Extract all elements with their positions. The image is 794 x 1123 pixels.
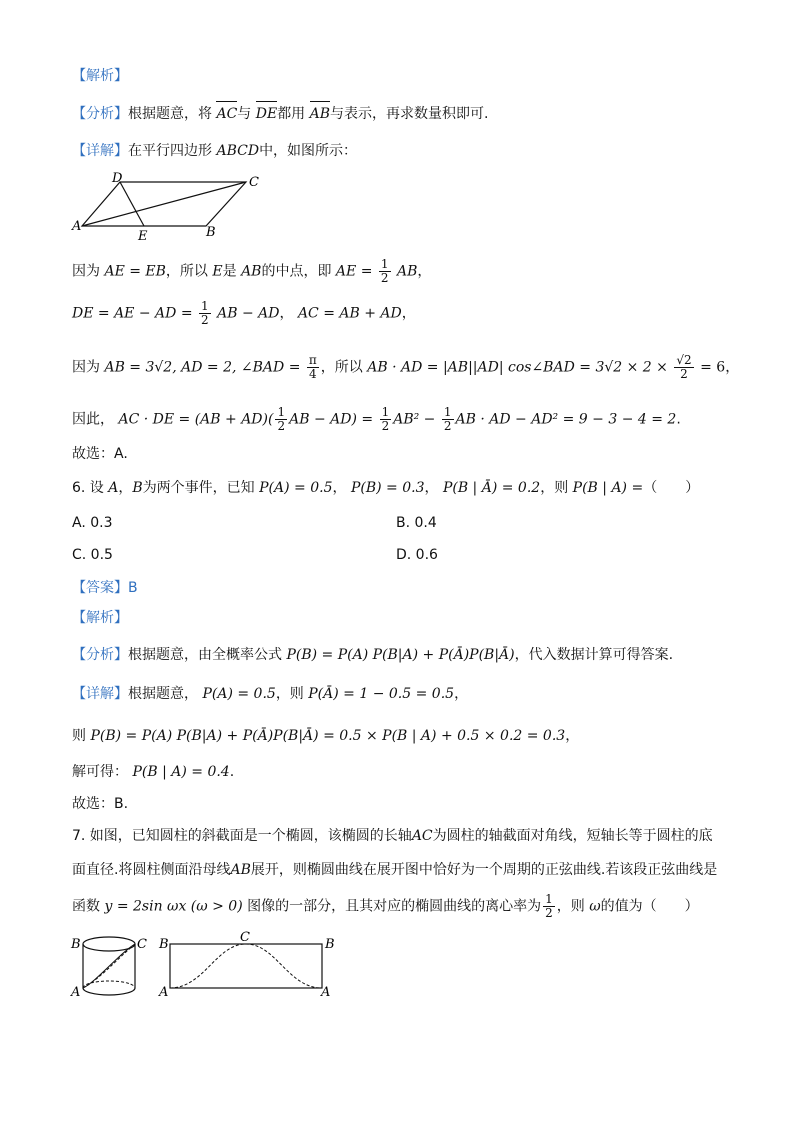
text: ， (279, 305, 294, 322)
omega: ω (589, 898, 601, 915)
label-D: D (112, 171, 123, 186)
segment-DE (120, 182, 144, 226)
text: 因为 (72, 359, 100, 376)
point-E: E (212, 263, 223, 280)
generatrix-AB: AB (230, 862, 251, 878)
fraction (442, 406, 454, 433)
denominator: 2 (545, 906, 553, 920)
label-B-left: B (159, 937, 169, 952)
event-A: A (108, 480, 119, 496)
parallelogram-name: ABCD (216, 143, 260, 159)
text: 因此， (72, 411, 114, 428)
text: 根据题意， (128, 686, 198, 702)
text: ，代入数据计算可得答案. (514, 647, 674, 663)
text: 的中点，即 (261, 263, 332, 280)
text: . (229, 764, 235, 780)
text: ， (332, 480, 347, 496)
denominator: 2 (680, 367, 688, 381)
fraction (379, 258, 391, 285)
numerator: 1 (545, 892, 553, 906)
dot-product-expr: AB · AD = |AB||AD| cos∠BAD = 3√2 × 2 × (367, 359, 668, 376)
label-B-right: B (325, 937, 335, 952)
prob-B: P(B) = 0.3 (350, 480, 425, 496)
q6-answer: 故选：B. (72, 796, 129, 812)
denominator: 2 (443, 419, 452, 433)
q7-line-2 (72, 860, 717, 880)
expr: P(B | A) = 0.4 (132, 764, 230, 780)
denominator: 2 (277, 419, 286, 433)
event-B: B (132, 480, 143, 496)
text: ， (565, 728, 580, 744)
cylinder-top (83, 937, 135, 951)
q6-analysis (72, 645, 673, 665)
text: 展开，则椭圆曲线在展开图中恰好为一个周期的正弦曲线.若该段正弦曲线是 (250, 862, 718, 878)
text: ，所以 (165, 263, 208, 280)
text: 是 (222, 263, 237, 280)
parallelogram-figure (66, 170, 276, 240)
cylinder-figure (66, 930, 346, 1002)
fenxi-tag: 【分析】 (72, 647, 128, 663)
text: 在平行四边形 (128, 143, 212, 159)
label-C: C (137, 937, 147, 952)
vector-AE: AE = (335, 263, 373, 280)
midpoint-line (72, 258, 431, 285)
function-expr: y = 2sin ωx (ω > 0) (104, 898, 243, 915)
vector-AC-expr: AC = AB + AD (297, 305, 402, 322)
text: 与 (237, 106, 252, 122)
cylinder-bottom-back (83, 981, 135, 988)
total-probability-formula: P(B) = P(A) P(B|A) + P(Ā)P(B|Ā) (286, 647, 515, 663)
expr: P(B) = P(A) P(B|A) + P(Ā)P(B|Ā) = 0.5 × P(B | A) + 0.5 × 0.2 = 0.3 (90, 728, 566, 744)
label-C: C (249, 175, 259, 190)
text: ， (118, 480, 133, 496)
numerator: 1 (443, 405, 452, 419)
text: ， (454, 686, 469, 702)
expr: AC · DE = (AB + AD)( (118, 411, 274, 428)
fraction (674, 354, 693, 381)
fenxi-tag: 【分析】 (72, 106, 128, 122)
text: ，所以 (320, 359, 363, 376)
text: 解可得： (72, 764, 128, 780)
text: 根据题意，将 (128, 106, 212, 122)
analysis-line (72, 104, 489, 124)
vector-AB: AB (309, 106, 331, 122)
label-A: A (71, 985, 81, 1000)
q6-detail (72, 684, 468, 704)
q6-answer-key (72, 578, 138, 598)
q6-stem (72, 478, 699, 498)
text: 7. 如图，已知圆柱的斜截面是一个椭圆，该椭圆的长轴 (72, 828, 412, 844)
expr: P(Ā) = 1 − 0.5 = 0.5 (308, 686, 455, 702)
label-A: A (72, 219, 82, 234)
detail-line (72, 141, 357, 161)
vector-expr: AB − AD (217, 305, 280, 322)
text: 为圆柱的轴截面对角线，短轴长等于圆柱的底 (432, 828, 713, 844)
label-A-right: A (321, 985, 331, 1000)
diagonal-AC (82, 182, 246, 226)
numerator: π (308, 353, 317, 367)
numerator: √2 (676, 353, 692, 367)
denominator: 2 (381, 419, 390, 433)
axis-AC: AC (411, 828, 433, 844)
jiexi-heading: 【解析】 (72, 68, 128, 84)
text: ，则 (556, 898, 585, 915)
label-C-top: C (240, 930, 250, 945)
text: ， (725, 359, 740, 376)
q7-line-1 (72, 826, 713, 846)
vector-DE-expr: DE = AE − AD = (72, 305, 193, 322)
label-E: E (138, 229, 148, 240)
cond-prob-ask: P(B | A) = (572, 480, 644, 496)
label-A-left: A (159, 985, 169, 1000)
fraction (275, 406, 287, 433)
text: 函数 (72, 898, 100, 915)
cylinder-bottom-front (83, 988, 135, 995)
q6-solve (72, 762, 234, 782)
fraction (380, 406, 392, 433)
unrolled-rectangle (170, 944, 322, 988)
text: 面直径.将圆柱侧面沿母线 (72, 862, 231, 878)
vector-AC: AC (216, 106, 238, 122)
numerator: 1 (201, 299, 209, 313)
conclusion-line (72, 406, 681, 433)
q6-calc (72, 726, 579, 746)
numerator: 1 (381, 405, 390, 419)
text: 都用 (277, 106, 306, 122)
text: （ ） (643, 480, 700, 496)
text: ， (401, 305, 416, 322)
text: 为两个事件，已知 (142, 480, 255, 496)
text: 与表示，再求数量积即可. (330, 106, 489, 122)
text: 中，如图所示： (259, 143, 358, 159)
fraction (543, 893, 555, 920)
text: 因为 (72, 263, 100, 280)
daan: 【答案】B (72, 580, 138, 596)
vector-decomposition-line (72, 300, 416, 327)
label-B: B (71, 937, 81, 952)
option-C: C. 0.5 (72, 547, 113, 563)
text: . (676, 411, 681, 428)
vector-DE: DE (255, 106, 278, 122)
prob-A: P(A) = 0.5 (259, 480, 333, 496)
vector-AB: AB (396, 263, 418, 280)
denominator: 2 (201, 313, 209, 327)
text: 则 (72, 728, 86, 744)
jiexi-heading: 【解析】 (72, 610, 128, 626)
text: ，则 (275, 686, 304, 702)
expr: P(A) = 0.5 (202, 686, 276, 702)
denominator: 4 (309, 367, 317, 381)
cond-prob-given: P(B | Ā) = 0.2 (442, 480, 541, 496)
dot-product-line (72, 354, 739, 381)
segment-AB: AB (241, 263, 262, 280)
fraction (307, 354, 319, 381)
denominator: 2 (380, 271, 389, 285)
text: 图像的一部分，且其对应的椭圆曲线的离心率为 (247, 898, 542, 915)
text: ，则 (540, 480, 569, 496)
expr: AB² − (393, 411, 436, 428)
numerator: 1 (277, 405, 286, 419)
option-A: A. 0.3 (72, 515, 113, 531)
q7-line-3 (72, 893, 699, 920)
result: = 6 (700, 359, 726, 376)
given-values: AB = 3√2, AD = 2, ∠BAD = (104, 359, 301, 376)
text: 根据题意，由全概率公式 (128, 647, 282, 663)
label-B: B (206, 225, 216, 240)
sine-curve (170, 944, 322, 988)
text: ， (424, 480, 439, 496)
option-D: D. 0.6 (396, 547, 438, 563)
fraction (199, 300, 211, 327)
text: 的值为（ ） (600, 898, 699, 915)
q5-answer: 故选：A. (72, 446, 128, 462)
text: 6. 设 (72, 480, 104, 496)
vector-equation: AE = EB (104, 263, 166, 280)
expr: AB − AD) = (289, 411, 374, 428)
xiangjie-tag: 【详解】 (72, 686, 128, 702)
numerator: 1 (380, 257, 389, 271)
xiangjie-tag: 【详解】 (72, 143, 128, 159)
expr: AB · AD − AD² = 9 − 3 − 4 = 2 (455, 411, 677, 428)
option-B: B. 0.4 (396, 515, 437, 531)
text: ， (417, 263, 432, 280)
